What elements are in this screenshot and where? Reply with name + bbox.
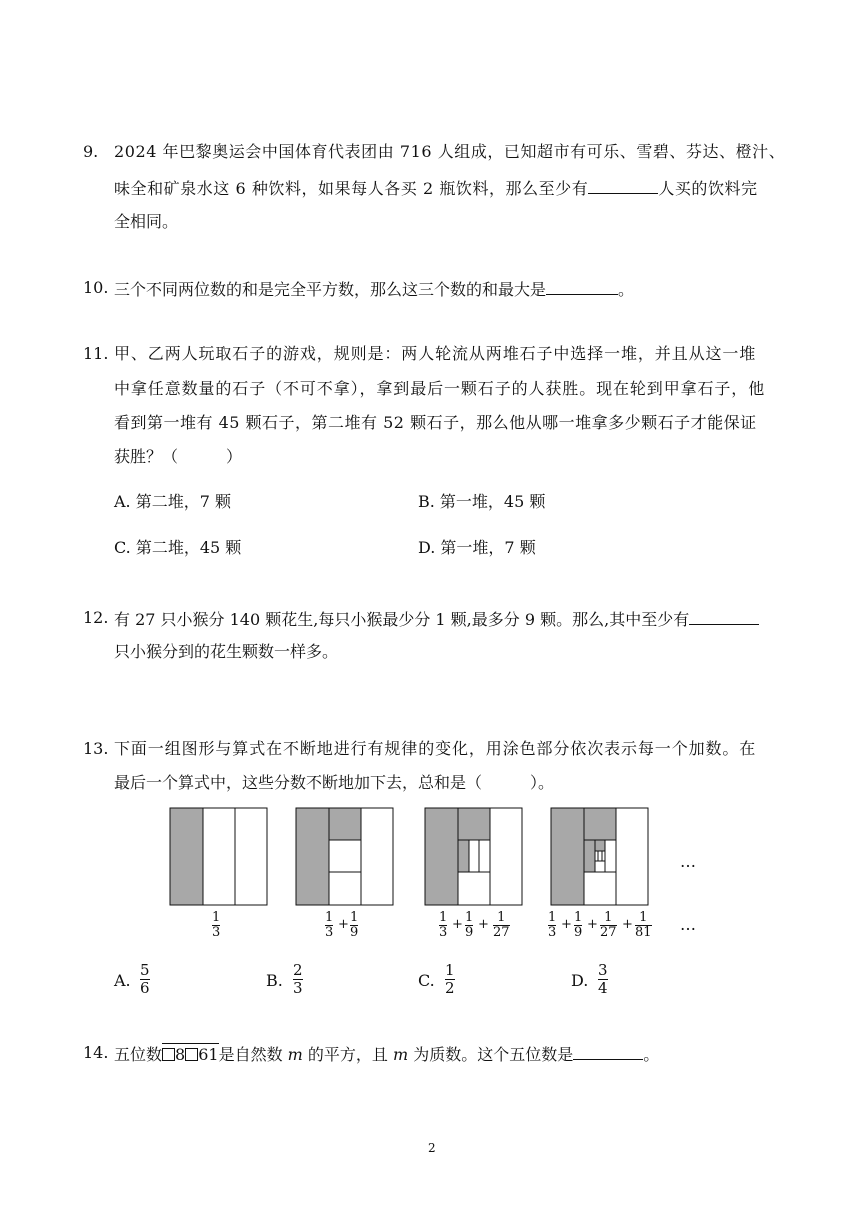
fraction-1-9: 1 9 — [574, 910, 583, 940]
fraction-1-3: 1 3 — [548, 910, 557, 940]
q14-number-pattern: 8 61 — [162, 1043, 219, 1064]
q13-figure-ellipsis: … — [680, 852, 696, 871]
fraction-1-27: 1 27 — [600, 910, 617, 940]
fraction-1-3: 1 3 — [439, 910, 448, 940]
q13-option-c-value: 1 2 — [445, 961, 455, 997]
q12-number: 12. — [83, 608, 109, 627]
q11-option-c[interactable]: C. 第二堆，45 颗 — [114, 538, 242, 557]
q10-text: 三个不同两位数的和是完全平方数，那么这三个数的和最大是 — [114, 280, 547, 299]
q13-option-d[interactable]: D. — [571, 971, 589, 990]
q12-text: 有 27 只小猴分 140 颗花生,每只小猴最少分 1 颗,最多分 9 颗。那么,其中至少有 — [114, 610, 690, 629]
q14-answer-blank[interactable] — [573, 1043, 643, 1060]
q14-line: 五位数 8 61是自然数 m 的平方，且 m 为质数。这个五位数是 。 — [114, 1045, 660, 1064]
q11-line2: 中拿任意数量的石子（不可不拿），拿到最后一颗石子的人获胜。现在轮到甲拿石子，他 — [114, 379, 766, 398]
q9-line2-a: 味全和矿泉水这 6 种饮料，如果每人各买 2 瓶饮料，那么至少有 — [114, 179, 589, 198]
fraction-1-9: 1 9 — [465, 910, 474, 940]
q11-line3: 看到第一堆有 45 颗石子，第二堆有 52 颗石子，那么他从哪一堆拿多少颗石子才能保证 — [114, 413, 757, 432]
plus-sign: + — [622, 917, 633, 932]
q9-number: 9. — [83, 142, 99, 161]
q14-number: 14. — [83, 1043, 109, 1062]
q13-option-d-value: 3 4 — [598, 961, 608, 997]
q11-line4: 获胜？（ ） — [114, 447, 243, 466]
q13-figure-3 — [425, 808, 522, 905]
q13-option-c[interactable]: C. — [418, 971, 435, 990]
q13-option-b[interactable]: B. — [266, 971, 283, 990]
q13-figure-2 — [296, 808, 393, 905]
q13-line2: 最后一个算式中，这些分数不断地加下去，总和是（ ）。 — [114, 773, 555, 792]
q13-option-b-value: 2 3 — [293, 961, 303, 997]
blank-digit-box — [162, 1048, 175, 1061]
q9-line2-b: 人买的饮料完 — [658, 179, 758, 198]
fraction-1-81: 1 81 — [635, 910, 652, 940]
q11-number: 11. — [83, 344, 109, 363]
q13-line1: 下面一组图形与算式在不断地进行有规律的变化，用涂色部分依次表示每一个加数。在 — [114, 739, 757, 758]
fraction-1-3: 1 3 — [212, 910, 221, 940]
plus-sign: + — [478, 917, 489, 932]
q14-pre: 五位数 — [114, 1045, 163, 1064]
plus-sign: + — [452, 917, 463, 932]
q10-end: 。 — [618, 280, 635, 299]
q9-line3: 全相同。 — [114, 212, 179, 231]
q13-option-a[interactable]: A. — [114, 971, 131, 990]
plus-sign: + — [338, 917, 349, 932]
q13-figure-4 — [551, 808, 648, 905]
q10-number: 10. — [83, 278, 109, 297]
q11-option-d[interactable]: D. 第一堆，7 颗 — [418, 538, 536, 557]
q13-number: 13. — [83, 739, 109, 758]
plus-sign: + — [561, 917, 572, 932]
q11-option-b[interactable]: B. 第一堆，45 颗 — [418, 492, 546, 511]
fraction-1-3: 1 3 — [325, 910, 334, 940]
q11-line1: 甲、乙两人玩取石子的游戏，规则是：两人轮流从两堆石子中选择一堆，并且从这一堆 — [114, 344, 757, 363]
blank-digit-box — [185, 1048, 198, 1061]
plus-sign: + — [587, 917, 598, 932]
fraction-1-27: 1 27 — [493, 910, 510, 940]
fraction-1-9: 1 9 — [350, 910, 359, 940]
q13-sum-ellipsis: … — [680, 915, 696, 934]
q12-line2: 只小猴分到的花生颗数一样多。 — [114, 642, 339, 661]
page-number: 2 — [428, 1141, 436, 1155]
q11-option-a[interactable]: A. 第二堆，7 颗 — [114, 492, 231, 511]
q13-option-a-value: 5 6 — [140, 961, 150, 997]
q9-line1: 2024 年巴黎奥运会中国体育代表团由 716 人组成，已知超市有可乐、雪碧、芬达、橙汁、 — [114, 142, 786, 161]
q13-figure-1 — [170, 808, 267, 905]
